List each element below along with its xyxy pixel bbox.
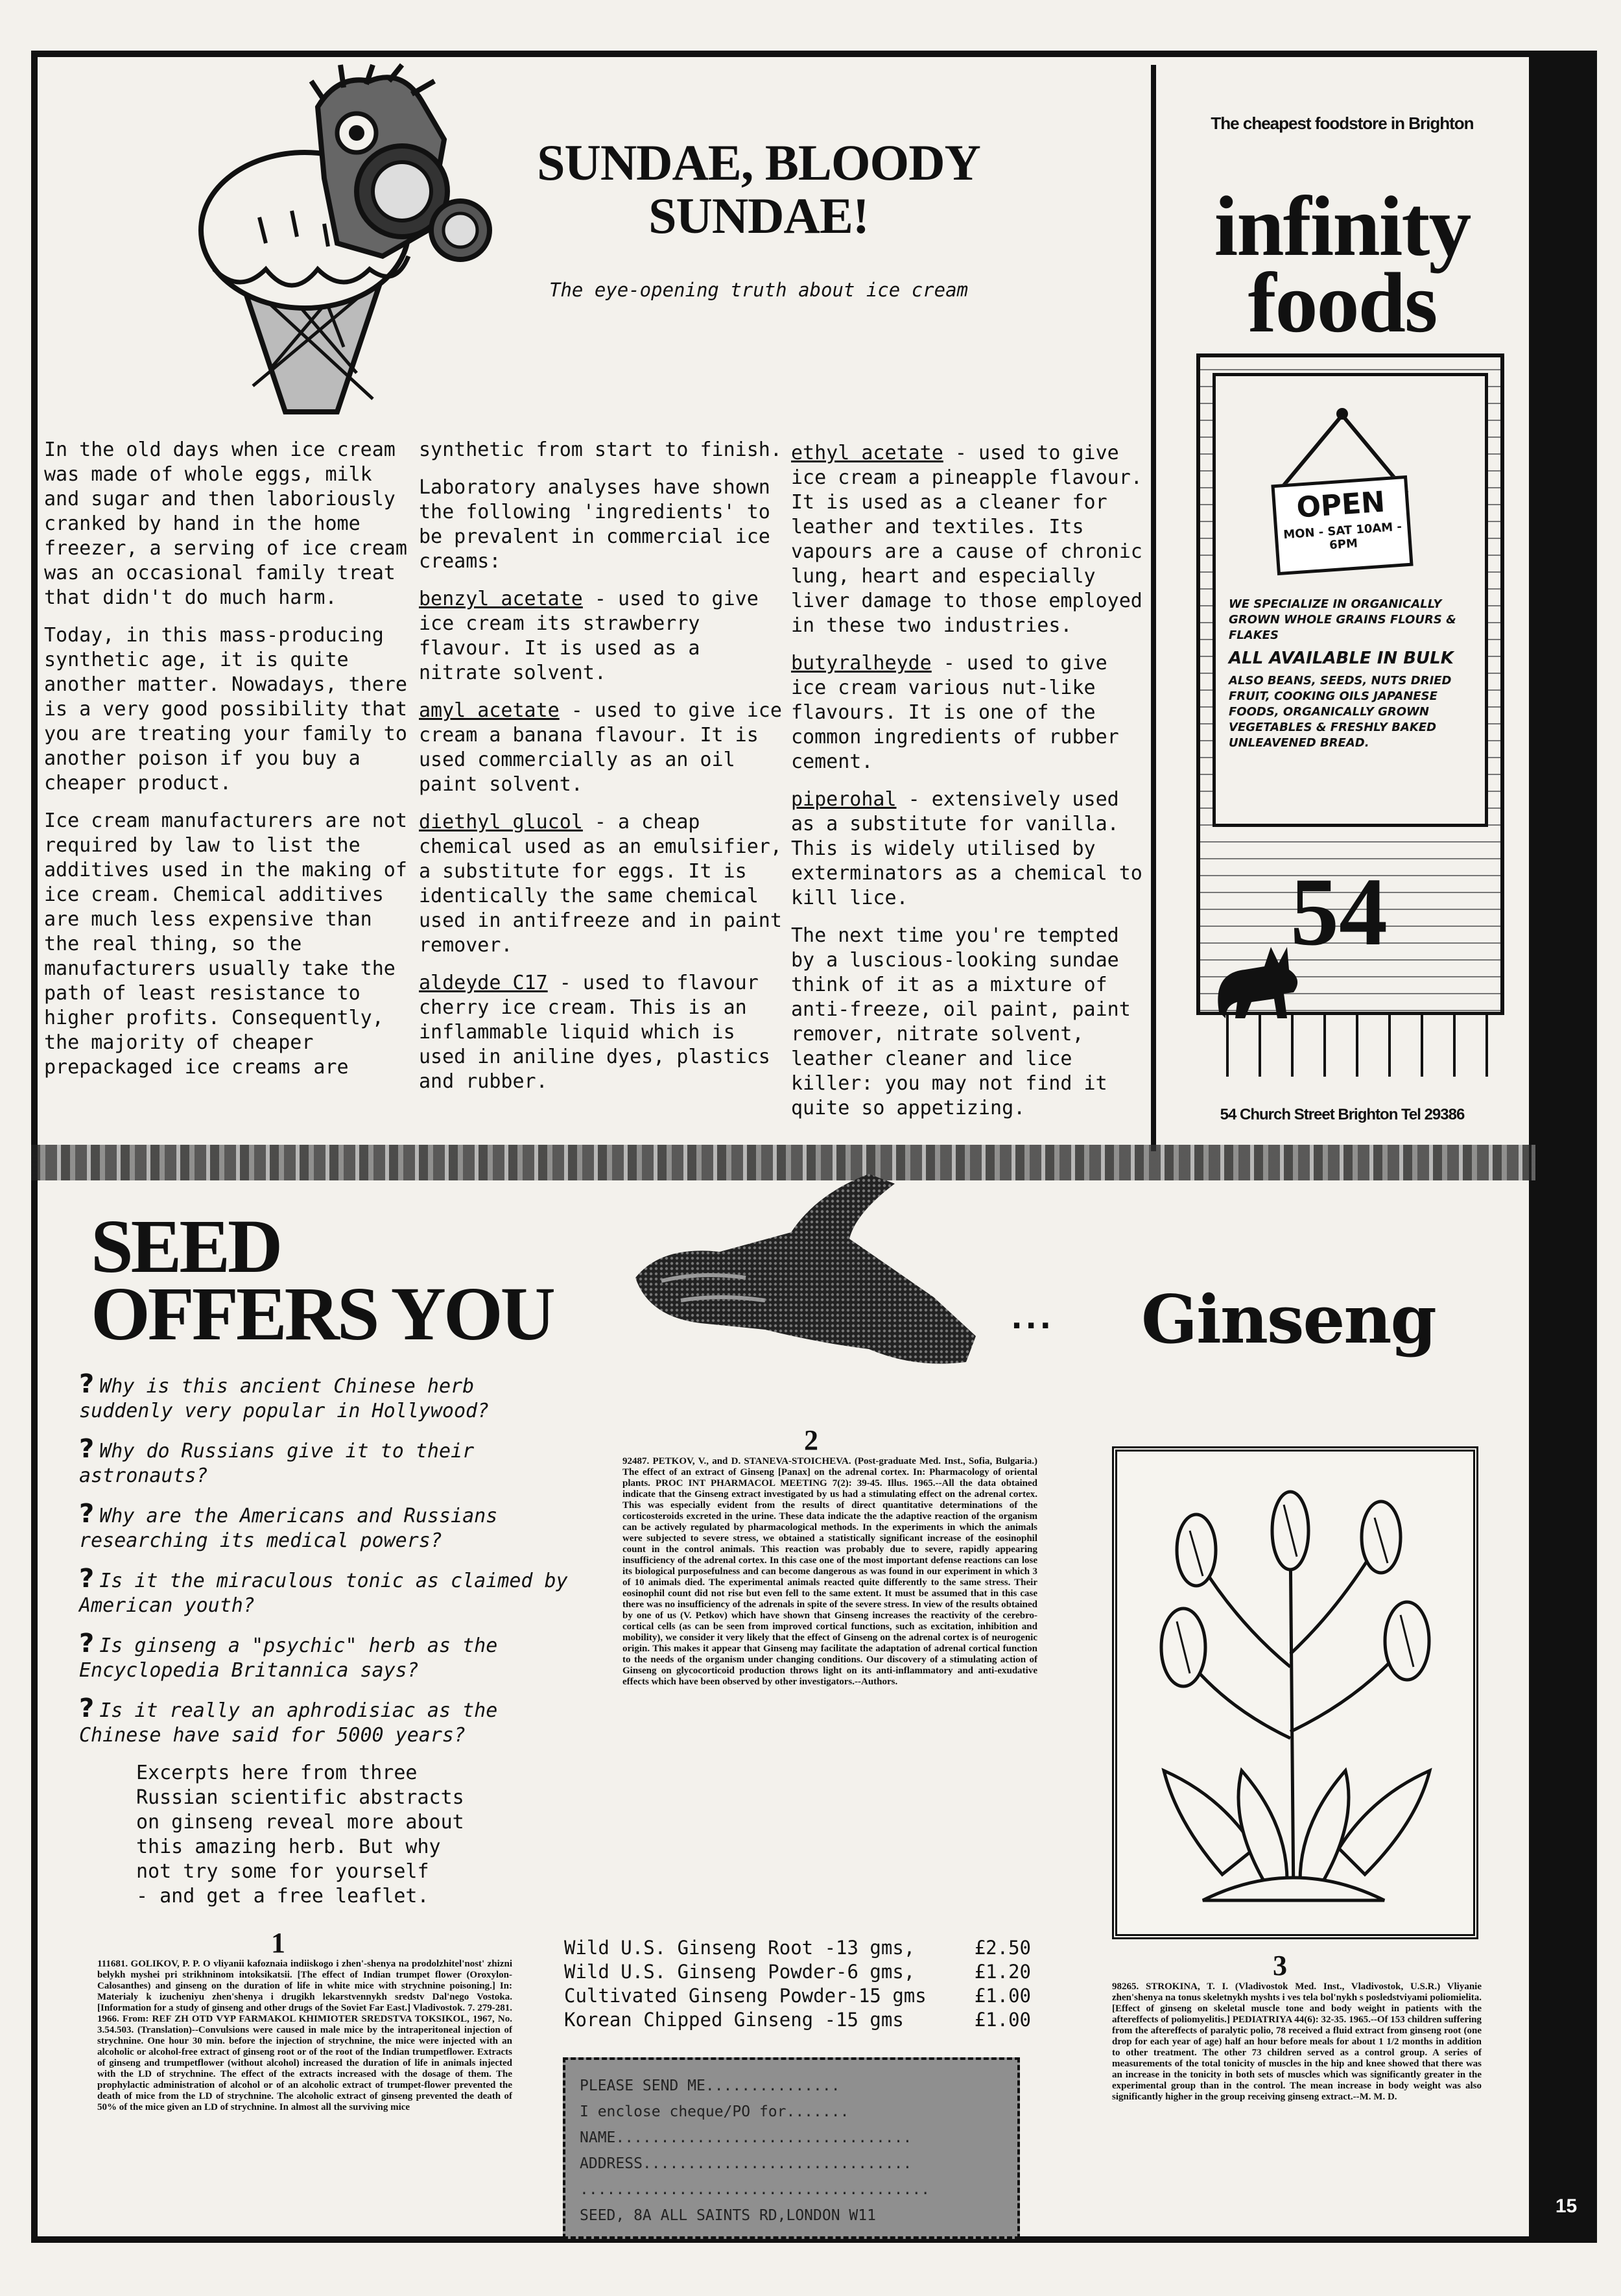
question-mark-icon: ? [79, 1564, 95, 1594]
article-paragraph [44, 438, 407, 610]
ad-address: 54 Church Street Brighton Tel 29386 [1220, 1106, 1465, 1123]
coupon-line-address-2[interactable]: ....................................... [580, 2181, 930, 2198]
price-row: Wild U.S. Ginseng Root -13 gms, £2.50 [564, 1937, 1031, 1959]
article-paragraph [791, 651, 1146, 774]
paragraph-text: - a cheap chemical used as an emulsifier, a substitute for eggs. It is identically the same chemical used in antifreeze and in paint remover. [419, 811, 782, 957]
price-row: Wild U.S. Ginseng Powder-6 gms, £1.20 [564, 1961, 1031, 1983]
ad-also-text: ALSO BEANS, SEEDS, NUTS DRIED FRUIT, COOKING OILS JAPANESE FOODS, ORGANICALLY GROWN VEGETABLES & FRESHLY BAKED UNLEAVENED BREAD. [1229, 674, 1452, 750]
ad-brand-line-2: foods [1248, 255, 1437, 350]
question-item: ? Why do Russians give it to their astronauts? [79, 1434, 475, 1487]
coupon-line-send[interactable]: PLEASE SEND ME............... [580, 2077, 840, 2094]
abstract-1-number: 1 [271, 1927, 285, 1959]
seed-headline-line-1: SEED [91, 1204, 281, 1289]
abstract-1-text: 111681. GOLIKOV, P. P. O vliyanii kafoznaia indiiskogo i zhen'-shenya na prodolzhitel'nost' zhizni belykh myshei pri strikhninom intoksikatsii. [The effect of Indian trumpet flower (Oroxylon-Calosanthes) and ginseng on the duration of life in white mice with strychnine poisoning.] In: Materialy k izucheniyu zhen'shenya i drugikh lekarstvennykh sredstv Dal'nego Vostoka. [Information for a study of ginseng and other drugs of the Soviet Far East.] Vladivostok. 7. 279-281. 1966. From: REF ZH OTD VYP FARMAKOL KHIMIOTER SREDSTVA TOKSIKOL, 1967, No. 3.54.503. (Translation)--Convulsions were caused in male mice by the intraperitoneal injection of strychnine. One hour 30 min. before the injection of strychnine, the mice were injected with an alcoholic or alcohol-free extract of ginseng root or of the root of the Indian trumpetflower. Extracts of ginseng and trumpetflower (without alcohol) increased the duration of life in animals injected with the LD of strychnine. The effect of the extracts increased with the dosage of them. The prophylactic administration of alcohol or of an alcoholic extract of trumpet-flower prevented the death of mice from the LD of strychnine. The alcoholic extract of ginseng prevented the death of 50% of the mice given an LD of strychnine. In almost all the surviving mice [97, 1959, 512, 2112]
question-mark-icon: ? [79, 1693, 95, 1723]
additive-term: amyl acetate [419, 699, 560, 722]
article-subtitle: The eye-opening truth about ice cream [549, 279, 968, 301]
article-paragraph [419, 699, 782, 797]
ad-tagline: The cheapest foodstore in Brighton [1211, 114, 1474, 133]
paragraph-text: synthetic from start to finish. [419, 438, 782, 461]
abstract-2-text: 92487. PETKOV, V., and D. STANEVA-STOICHEVA. (Post-graduate Med. Inst., Sofia, Bulgaria.) The effect of an extract of Ginseng [Panax] on the adrenal cortex. In: Pharmacology of oriental plants. PROC INT PHARMACOL MEETING 7(2): 39-45. Illus. 1965.--All the data obtained indicate that the Ginseng extract investigated by us had a stimulating effect on the adrenal cortex. This was especially evident from the results of direct quantitative determinations of the corticosteroids excreted in the urine. These data indicate the the adaptive reaction of the organism can be actively regulated by pharmacological methods. In the experiments in which the animals were subjected to severe stress, we obtained a statistically significant increase of the eosinophil count in the control animals. This reaction was probably due to severe, rapidly appearing insufficiency of the adrenal cortex. In this case one of the most important defense reactions can lose its biological purposefulness and can become dangerous as was found in our experiment in which 3 of 10 animals died. The experimental animals reacted quite differently to the same stress. Their eosinophil count did not rise but even fell to the same extent. It must be assumed that in this case there was no insufficiency of the adrenals in spite of the severe stress. In view of the results obtained by one of us (V. Petkov) which have shown that Ginseng increases the reactivity of the cerebro-cortical cells (as can be seen from improved cortical functions, such as excitation, inhibition and mobility), we consider it very likely that the effect of Ginseng on the adrenal cortex is of neurogenic origin. This makes it appear that Ginseng may facilitate the adaptation of adrenal cortical function to the needs of the organism under changing conditions. Our discovery of a stimulating action of Ginseng on glycocorticoid production throws light on its anti-inflammatory and anti-exudative effects which have been observed by other investigators.--Authors. [622, 1456, 1037, 1687]
ginseng-plant-illustration [1125, 1459, 1465, 1926]
open-sign [1271, 475, 1413, 575]
article-paragraph [419, 971, 782, 1094]
ad-brand-logo [1167, 178, 1517, 350]
ad-bulk-text: ALL AVAILABLE IN BULK [1229, 649, 1454, 668]
open-sign-word: OPEN [1295, 485, 1386, 525]
coupon-line-return-address: SEED, 8A ALL SAINTS RD,LONDON W11 [580, 2207, 876, 2224]
paragraph-text: - used to give ice cream a pineapple flavour. It is used as a cleaner for leather and textiles. Its vapours are a cause of chronic lung, heart and especially liver damage to those employed in these two industries. [791, 442, 1142, 637]
additive-term: piperohal [791, 788, 897, 811]
ginseng-questions [79, 1369, 578, 1761]
question-mark-icon: ? [79, 1499, 95, 1529]
paragraph-text: - used to give ice cream its strawberry flavour. It is used as a nitrate solvent. [419, 588, 759, 684]
question-item: ? Is it really an aphrodisiac as the Chinese have said for 5000 years? [79, 1693, 498, 1747]
excerpts-intro: Excerpts here from three Russian scientific abstracts on ginseng reveal more about this amazing herb. But why not try some for yourself - and get a free leaflet. [136, 1762, 464, 1907]
ad-brand-line-1: infinity [1214, 178, 1471, 274]
coupon-line-address[interactable]: ADDRESS.............................. [580, 2155, 912, 2172]
coupon-line-name[interactable]: NAME................................. [580, 2129, 912, 2146]
door-number: 54 [1290, 858, 1388, 966]
seed-ellipsis: ... [1012, 1295, 1055, 1337]
article-paragraph [419, 587, 782, 686]
paragraph-text: The next time you're tempted by a luscious-looking sundae think of it as a mixture of anti-freeze, oil paint, paint remover, nitrate solvent, leather cleaner and lice killer: you may not find it quite so appetizing. [791, 924, 1131, 1119]
paragraph-text: In the old days when ice cream was made of whole eggs, milk and sugar and then laboriously cranked by hand in the home freezer, a serving of ice cream was an occasional family treat that didn't do much harm. [44, 438, 407, 609]
question-mark-icon: ? [79, 1434, 95, 1464]
price-list [564, 1936, 1031, 2032]
pointing-hand-icon [622, 1167, 986, 1381]
paragraph-text: Ice cream manufacturers are not required by law to list the additives used in the making of ice cream. Chemical additives are much less expensive than the real thing, so the manufacturers usually take the path of least resistance to higher profits. Consequently, the majority of cheaper prepackaged ice creams are [44, 809, 407, 1079]
article-column-1 [44, 438, 407, 1151]
question-item: ? Is it the miraculous tonic as claimed by American youth? [79, 1564, 568, 1617]
article-paragraph [791, 924, 1146, 1121]
black-cat-icon [1206, 934, 1316, 1025]
article-column-3 [791, 441, 1146, 1154]
seed-headline-line-2: OFFERS YOU [91, 1271, 553, 1356]
additive-term: aldeyde C17 [419, 972, 548, 994]
paragraph-text: - used to flavour cherry ice cream. This is an inflammable liquid which is used in aniline dyes, plastics and rubber. [419, 972, 770, 1093]
column-divider [1151, 65, 1156, 1151]
coupon-line-cheque[interactable]: I enclose cheque/PO for....... [580, 2103, 849, 2120]
article-paragraph [44, 809, 407, 1080]
abstract-3-text: 98265. STROKINA, T. I. (Vladivostok Med. Inst., Vladivostok, U.S.R.) Vliyanie zhen'shenya na tonus skeletnykh myshts i ves tela bol'nykh s posledstviyami poliomielita. [Effect of ginseng on skeletal muscle tone and body weight in patients with the aftereffects of poliomyelitis.] PEDIATRIYA 44(6): 32-35. 1965.--Of 153 children suffering from the aftereffects of paralytic polio, 78 received a fluid extract from ginseng root (one drop for each year of age) half an hour before meals for about 1 1/2 months in addition to other treatment. The other 73 children served as a control group. A series of measurements of the total tonicity of muscles in the hip and knee showed that there was an increase in the tonicity in both sets of muscles which was significantly greater in the experimental group than in the control. The mean increase in body weight was also significantly higher in the group receiving ginseng extract.--M. M. D. [1112, 1981, 1482, 2102]
article-paragraph [419, 475, 782, 574]
ad-product-list [1229, 597, 1478, 755]
seed-headline [91, 1204, 553, 1356]
additive-term: diethyl glucol [419, 811, 583, 833]
article-paragraph [791, 787, 1146, 911]
additive-term: butyralheyde [791, 652, 932, 675]
abstract-2-number: 2 [804, 1424, 818, 1456]
article-paragraph [419, 810, 782, 958]
ginseng-title: Ginseng [1141, 1281, 1436, 1359]
question-mark-icon: ? [79, 1369, 95, 1399]
article-headline: SUNDAE, BLOODY SUNDAE! [537, 134, 980, 244]
paragraph-text: Today, in this mass-producing synthetic age, it is quite another matter. Nowadays, there is a very good possibility that you are treating your family to another poison if you buy a cheaper product. [44, 624, 407, 795]
price-row: Cultivated Ginseng Powder-15 gms £1.00 [564, 1985, 1031, 2007]
open-sign-hours: MON - SAT 10AM - 6PM [1283, 520, 1402, 553]
price-row: Korean Chipped Ginseng -15 gms £1.00 [564, 2009, 1031, 2031]
paragraph-text: - extensively used as a substitute for vanilla. This is widely utilised by exterminators as a chemical to kill lice. [791, 788, 1142, 909]
question-item: ? Is ginseng a "psychic" herb as the Encyclopedia Britannica says? [79, 1629, 498, 1682]
paragraph-text: Laboratory analyses have shown the following 'ingredients' to be prevalent in commercial ice creams: [419, 476, 770, 573]
question-mark-icon: ? [79, 1629, 95, 1658]
paragraph-text: - used to give ice cream various nut-like flavours. It is one of the common ingredients of rubber cement. [791, 652, 1119, 773]
additive-term: ethyl acetate [791, 442, 943, 464]
page-number: 15 [1555, 2195, 1578, 2217]
question-item: ? Why is this ancient Chinese herb suddenly very popular in Hollywood? [79, 1369, 490, 1422]
gas-mask-ice-cream-illustration [188, 62, 493, 425]
article-paragraph [419, 438, 782, 462]
abstract-3-number: 3 [1273, 1950, 1287, 1981]
question-item: ? Why are the Americans and Russians researching its medical powers? [79, 1499, 498, 1552]
article-paragraph [44, 623, 407, 796]
paragraph-text: - used to give ice cream a banana flavour. It is used commercially as an oil paint solvent. [419, 699, 782, 796]
article-paragraph [791, 441, 1146, 638]
article-column-2 [419, 438, 782, 1151]
additive-term: benzyl acetate [419, 588, 583, 610]
ad-specialize-text: WE SPECIALIZE IN ORGANICALLY GROWN WHOLE GRAINS FLOURS & FLAKES [1229, 597, 1456, 642]
order-coupon[interactable] [563, 2057, 1020, 2239]
page-edge-bar [1535, 51, 1597, 2243]
